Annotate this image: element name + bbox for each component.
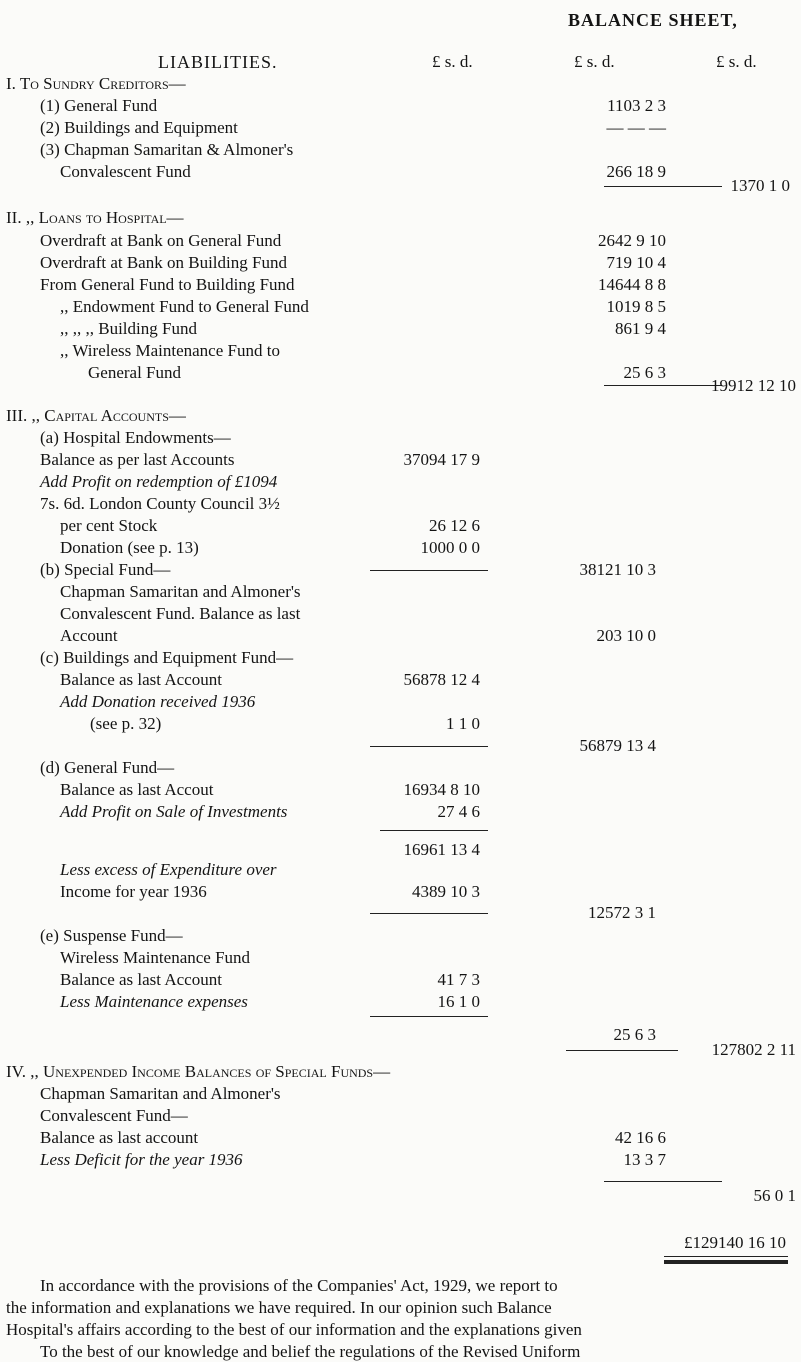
- page-title: BALANCE SHEET,: [568, 10, 738, 30]
- liabilities-heading: LIABILITIES.: [158, 52, 278, 72]
- line-label: Convalescent Fund. Balance as last: [60, 604, 301, 623]
- line-label: (see p. 32): [90, 714, 162, 733]
- line-label: Wireless Maintenance Fund: [60, 948, 251, 967]
- line-label: (1) General Fund: [40, 96, 158, 115]
- subsection-total: 56879 13 4: [579, 736, 656, 755]
- amount: 41 7 3: [437, 970, 480, 989]
- rule: [370, 1016, 488, 1017]
- line-label: 7s. 6d. London County Council 3½: [40, 494, 280, 513]
- rule: [566, 1050, 678, 1051]
- section-heading: IV. ,, Unexpended Income Balances of Special Funds—: [6, 1062, 391, 1081]
- amount: 2642 9 10: [598, 231, 666, 250]
- subsection-title: (e) Suspense Fund—: [40, 926, 183, 945]
- auditor-text: Hospital's affairs according to the best of our information and the explanations given: [6, 1320, 582, 1339]
- amount: 56878 12 4: [403, 670, 480, 689]
- line-label: Add Donation received 1936: [60, 692, 256, 711]
- section-heading: III. ,, Capital Accounts—: [6, 406, 186, 425]
- subsection-total: 203 10 0: [596, 626, 656, 645]
- line-label: Convalescent Fund—: [40, 1106, 188, 1125]
- auditor-text: the information and explanations we have required. In our opinion such Balance: [6, 1298, 552, 1317]
- subsection-title: (d) General Fund—: [40, 758, 175, 777]
- amount: 37094 17 9: [403, 450, 480, 469]
- subsection-total: 25 6 3: [613, 1025, 656, 1044]
- rule: [380, 830, 488, 831]
- column-header-2: £ s. d.: [574, 52, 615, 71]
- rule: [664, 1256, 788, 1257]
- subsection-total: 12572 3 1: [588, 903, 656, 922]
- section-heading: I. To Sundry Creditors—: [6, 74, 186, 93]
- amount: 16961 13 4: [403, 840, 480, 859]
- line-label: Balance as last Accout: [60, 780, 214, 799]
- grand-total: £129140 16 10: [684, 1233, 786, 1252]
- subsection-total: 38121 10 3: [579, 560, 656, 579]
- line-label: Chapman Samaritan and Almoner's: [60, 582, 301, 601]
- line-label: Donation (see p. 13): [60, 538, 199, 557]
- rule: [604, 1181, 722, 1182]
- double-rule: [664, 1260, 788, 1264]
- rule: [370, 570, 488, 571]
- rule: [370, 746, 488, 747]
- amount: 27 4 6: [437, 802, 480, 821]
- section-total: 1370 1 0: [730, 176, 790, 195]
- line-label: Chapman Samaritan and Almoner's: [40, 1084, 281, 1103]
- amount: 26 12 6: [429, 516, 480, 535]
- line-label: Balance as per last Accounts: [40, 450, 235, 469]
- amount: 13 3 7: [623, 1150, 666, 1169]
- amount: — — —: [606, 118, 666, 137]
- amount: 1103 2 3: [607, 96, 666, 115]
- amount: 42 16 6: [615, 1128, 666, 1147]
- line-label: (3) Chapman Samaritan & Almoner's: [40, 140, 294, 159]
- line-label: Overdraft at Bank on Building Fund: [40, 253, 287, 272]
- amount: 266 18 9: [606, 162, 666, 181]
- line-label: ,, Wireless Maintenance Fund to: [60, 341, 280, 360]
- line-label: Less Maintenance expenses: [60, 992, 248, 1011]
- subsection-title: (b) Special Fund—: [40, 560, 171, 579]
- subsection-title: (a) Hospital Endowments—: [40, 428, 231, 447]
- line-label: ,, ,, ,, Building Fund: [60, 319, 197, 338]
- amount: 4389 10 3: [412, 882, 480, 901]
- line-label: From General Fund to Building Fund: [40, 275, 295, 294]
- auditor-text: In accordance with the provisions of the Companies' Act, 1929, we report to: [40, 1276, 558, 1295]
- line-label: Less excess of Expenditure over: [60, 860, 277, 879]
- line-label: Account: [60, 626, 118, 645]
- auditor-text: To the best of our knowledge and belief the regulations of the Revised Uniform: [40, 1342, 581, 1361]
- section-total: 19912 12 10: [711, 376, 796, 395]
- column-header-3: £ s. d.: [716, 52, 757, 71]
- column-header-1: £ s. d.: [432, 52, 473, 71]
- section-heading: II. ,, Loans to Hospital—: [6, 208, 184, 227]
- line-label: Convalescent Fund: [60, 162, 191, 181]
- line-label: Balance as last account: [40, 1128, 199, 1147]
- line-label: Add Profit on Sale of Investments: [60, 802, 288, 821]
- amount: 25 6 3: [623, 363, 666, 382]
- line-label: Less Deficit for the year 1936: [40, 1150, 243, 1169]
- rule: [370, 913, 488, 914]
- line-label: Balance as last Account: [60, 970, 222, 989]
- amount: 16934 8 10: [403, 780, 480, 799]
- line-label: General Fund: [88, 363, 182, 382]
- subsection-title: (c) Buildings and Equipment Fund—: [40, 648, 294, 667]
- amount: 14644 8 8: [598, 275, 666, 294]
- amount: 861 9 4: [615, 319, 666, 338]
- line-label: Balance as last Account: [60, 670, 222, 689]
- amount: 1000 0 0: [420, 538, 480, 557]
- section-total: 127802 2 11: [711, 1040, 796, 1059]
- amount: 16 1 0: [437, 992, 480, 1011]
- amount: 719 10 4: [606, 253, 666, 272]
- line-label: (2) Buildings and Equipment: [40, 118, 238, 137]
- line-label: ,, Endowment Fund to General Fund: [60, 297, 309, 316]
- section-total: 56 0 1: [753, 1186, 796, 1205]
- line-label: per cent Stock: [60, 516, 158, 535]
- line-label: Add Profit on redemption of £1094: [40, 472, 278, 491]
- line-label: Overdraft at Bank on General Fund: [40, 231, 282, 250]
- amount: 1 1 0: [446, 714, 480, 733]
- line-label: Income for year 1936: [60, 882, 207, 901]
- amount: 1019 8 5: [606, 297, 666, 316]
